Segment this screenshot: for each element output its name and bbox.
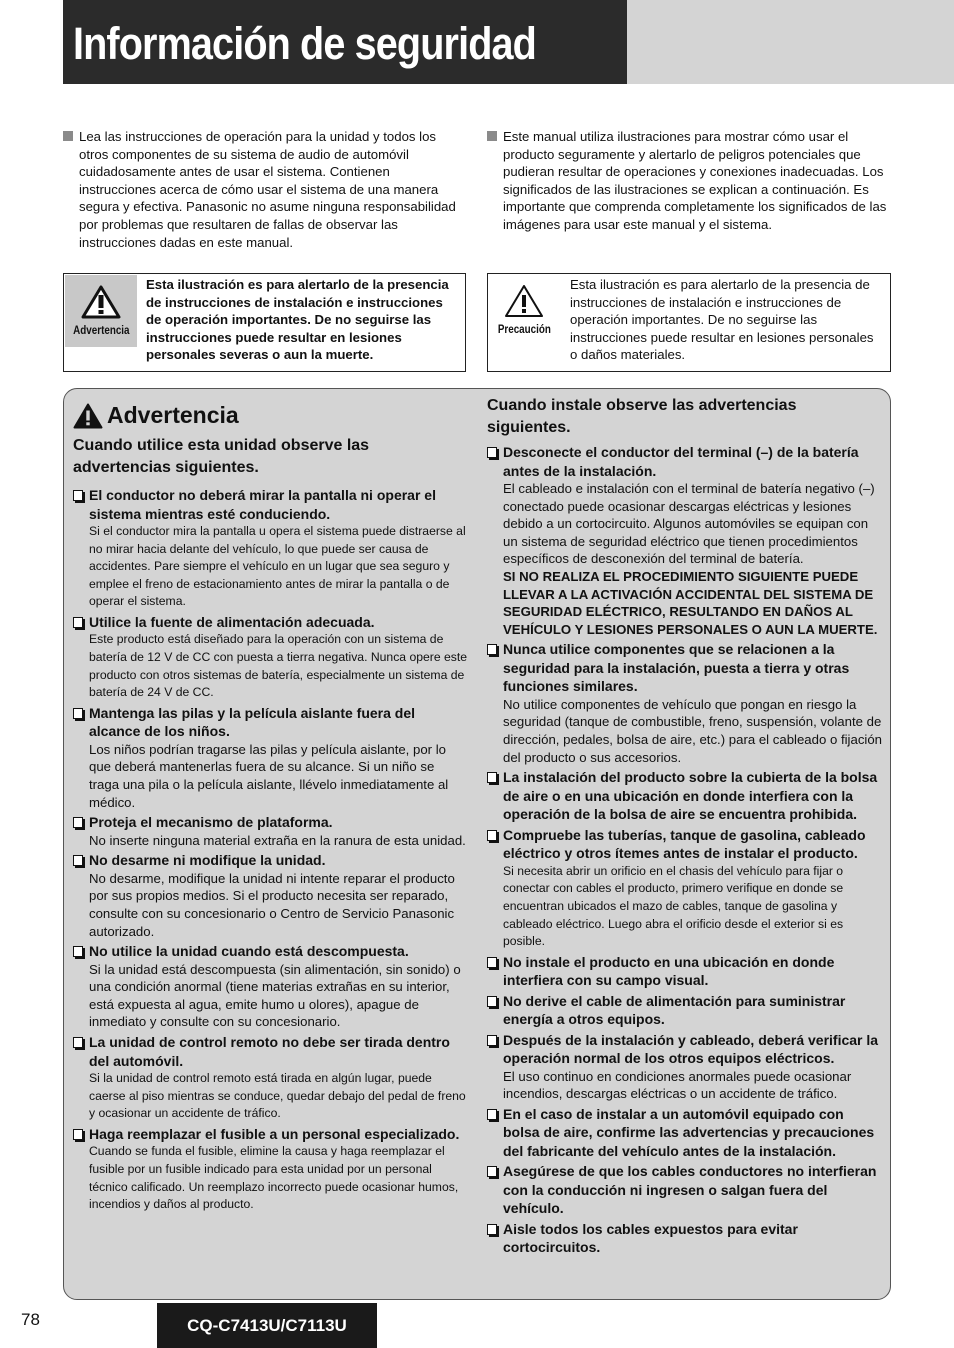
warning-item — [73, 704, 468, 811]
caution-callout-text: Esta ilustración es para alertarlo de la presencia de instrucciones de instalación e instrucciones de operación importantes. De no seguirse las instrucciones puede resultar en lesiones personales o daños materiales. — [570, 277, 874, 363]
warning-item-body: Este producto está diseñado para la operación con un sistema de batería de 12 V de CC con puesta a tierra negativa. Nunca opere este producto con otros sistemas de batería, especialmente un sistema de batería de 24 V de CC. — [89, 632, 468, 700]
checkbox-bullet-icon — [487, 830, 497, 841]
warning-item-heading: Utilice la fuente de alimentación adecuada. — [89, 613, 375, 630]
warning-heading — [73, 401, 468, 431]
usage-subheading: Cuando utilice esta unidad observe las advertencias siguientes. — [73, 437, 370, 476]
caution-callout — [487, 273, 891, 372]
checkbox-bullet-icon — [487, 1166, 497, 1177]
install-warning-list — [487, 443, 883, 1257]
warning-item — [487, 953, 883, 990]
warning-item-heading: Asegúrese de que los cables conductores no interfieran con la conducción ni ingresen o salgan fuera del vehículo. — [503, 1163, 877, 1217]
checkbox-bullet-icon — [487, 447, 497, 458]
model-badge: CQ-C7413U/C7113U — [157, 1303, 377, 1348]
warning-item — [487, 1220, 883, 1257]
warning-heading-text: Advertencia — [107, 402, 239, 429]
warning-item — [73, 851, 468, 940]
warning-item-heading: Mantenga las pilas y la película aislante fuera del alcance de los niños. — [89, 704, 416, 740]
warning-item-caps: SI NO REALIZA EL PROCEDIMIENTO SIGUIENTE PUEDE LLEVAR A LA ACTIVACIÓN ACCIDENTAL DEL SISTEMA DE SEGURIDAD ELÉCTRICO, RESULTANDO EN DAÑOS AL VEHÍCULO Y LESIONES PERSONALES O AUN LA MUERTE. — [503, 568, 878, 637]
warning-item — [487, 826, 883, 951]
warning-item-body: Si necesita abrir un orificio en el chasis del vehículo para fijar o conectar con cables el producto, primero verifique en donde se encuentran ubicados el mazo de cables, tanque de gasolina y cableado eléctrico. Luego abra el orificio desde el exterior si es posible. — [503, 863, 844, 949]
intro-left — [63, 128, 463, 251]
warning-item-body: No inserte ninguna material extraña en la ranura de esta unidad. — [89, 832, 466, 848]
warning-item-heading: No utilice la unidad cuando está descompuesta. — [89, 943, 409, 960]
warning-icon-cell — [65, 275, 137, 347]
warning-item-body: Cuando se funda el fusible, elimine la causa y haga reemplazar el fusible por un fusible indicado para esta unidad por un personal técnico calificado. Un reemplazo incorrecto puede ocasionar humos, incendios y daños al producto. — [89, 1144, 459, 1212]
warning-item-body: Si la unidad de control remoto está tirada en algún lugar, puede caerse al piso mientras se conduce, quedar debajo del pedal de freno y ocasionar un accidente de tráfico. — [89, 1071, 466, 1121]
checkbox-bullet-icon — [73, 1129, 83, 1140]
warning-item-heading: Desconecte el conductor del terminal (–) de la batería antes de la instalación. — [503, 444, 859, 479]
warning-item-heading: No instale el producto en una ubicación en donde interfiera con su campo visual. — [503, 953, 835, 989]
title-bar-filler — [627, 0, 954, 84]
warning-item-heading: La unidad de control remoto no debe ser tirada dentro del automóvil. — [89, 1034, 450, 1069]
page-number: 78 — [21, 1310, 40, 1329]
checkbox-bullet-icon — [487, 957, 497, 968]
warning-item-heading: Aisle todos los cables expuestos para evitar cortocircuitos. — [503, 1220, 798, 1256]
warning-item-body: No desarme, modifique la unidad ni intente reparar el producto por sus propios medios. Si el producto necesita ser reparado, consulte con su concesionario o Centro de Servicio Panasonic autorizado. — [89, 870, 455, 939]
intro-right — [487, 128, 891, 234]
warning-item — [487, 1162, 883, 1218]
warning-item-heading: En el caso de instalar a un automóvil equipado con bolsa de aire, confirme las advertencias y precauciones del fabricante del vehículo antes de la instalación. — [503, 1105, 875, 1159]
warning-item-heading: Haga reemplazar el fusible a un personal especializado. — [89, 1125, 460, 1142]
warning-item-heading: El conductor no deberá mirar la pantalla ni operar el sistema mientras esté conduciendo. — [89, 487, 436, 522]
warning-item — [73, 1033, 468, 1123]
usage-warning-list — [73, 486, 468, 1214]
warning-callout-label: Advertencia — [72, 323, 130, 337]
warning-callout-text: Esta ilustración es para alertarlo de la presencia de instrucciones de instalación e instrucciones de operación importantes. De no seguirse las instrucciones puede resultar en lesiones personales severas o aun la muerte. — [146, 277, 449, 363]
warning-item-heading: Proteja el mecanismo de plataforma. — [89, 814, 333, 831]
warning-item — [487, 1105, 883, 1161]
warning-item-heading: Después de la instalación y cableado, deberá verificar la operación normal de los otros equipos eléctricos. — [503, 1031, 879, 1067]
checkbox-bullet-icon — [487, 644, 497, 655]
warning-item-body: No utilice componentes de vehículo que pongan en riesgo la seguridad (tanque de combustible, freno, suspensión, volante de dirección, pedales, bolsa de aire, etc.) para el cableado o fijación del producto o sus accesorios. — [503, 696, 883, 765]
checkbox-bullet-icon — [73, 617, 83, 628]
warning-item — [73, 613, 468, 702]
checkbox-bullet-icon — [73, 490, 83, 501]
checkbox-bullet-icon — [73, 708, 83, 719]
intro-left-text: Lea las instrucciones de operación para la unidad y todos los otros componentes de su sistema de audio de automóvil cuidadosamente antes de usar el sistema. Contienen instrucciones acerca de cómo usar el sistema de una manera segura y efectiva. Panasonic no asume ninguna responsabilidad por problemas que resultaren de fallas de observar las instrucciones dadas en este manual. — [79, 129, 456, 250]
caution-icon-cell — [488, 274, 560, 346]
warning-item — [487, 443, 883, 638]
intro-right-text: Este manual utiliza ilustraciones para mostrar cómo usar el producto seguramente y alertarlo de peligros potenciales que pudieran resultar de operaciones y conexiones inadecuadas. Los significados de las ilustraciones se explican a continuación. Es importante que comprenda completamente los significados de las imágenes para usar este manual y el sistema. — [503, 129, 887, 232]
warning-item — [73, 813, 468, 849]
checkbox-bullet-icon — [73, 1037, 83, 1048]
warning-right-column — [487, 389, 883, 1257]
warning-item-body: El uso continuo en condiciones anormales puede ocasionar incendios, descargas eléctricas o un accidente de tráfico. — [503, 1068, 852, 1102]
warning-item-body: El cableado e instalación con el terminal de batería negativo (–) conectado puede ocasionar descargas eléctricas y lesiones debido a un cortocircuito. Algunos automóviles se equipan con un sistema de seguridad eléctrico que tienen procedimientos específicos de desconexión del terminal de batería. — [503, 481, 875, 567]
warning-item-heading: No derive el cable de alimentación para suministrar energía a otros equipos. — [503, 992, 846, 1028]
warning-item — [487, 640, 883, 766]
page-title: Información de seguridad — [73, 18, 536, 69]
checkbox-bullet-icon — [73, 855, 83, 866]
square-bullet-icon — [487, 131, 497, 141]
warning-item-body: Si el conductor mira la pantalla u opera el sistema puede distraerse al no mirar hacia delante del vehículo, lo que puede ser causa de accidentes. Pare siempre el vehículo en un lugar que sea seguro y emplee el freno de estacionamiento antes de mirar la pantalla o de operar el sistema. — [89, 524, 466, 609]
warning-item-heading: Compruebe las tuberías, tanque de gasolina, cableado eléctrico y otros ítemes antes de instalar el producto. — [503, 826, 866, 862]
warning-panel — [63, 388, 891, 1300]
install-subheading: Cuando instale observe las advertencias siguientes. — [487, 397, 797, 436]
warning-item-body: Los niños podrían tragarse las pilas y película aislante, por lo que deberá mantenerlas fuera de su alcance. Si un niño se traga una pila o la película aislante, llévelo inmediatamente al médico. — [89, 741, 449, 810]
warning-item — [73, 486, 468, 611]
warning-item — [73, 942, 468, 1031]
title-bar — [63, 0, 627, 84]
checkbox-bullet-icon — [487, 996, 497, 1007]
checkbox-bullet-icon — [73, 946, 83, 957]
checkbox-bullet-icon — [487, 772, 497, 783]
checkbox-bullet-icon — [487, 1109, 497, 1120]
warning-item — [487, 768, 883, 824]
checkbox-bullet-icon — [73, 817, 83, 828]
warning-item-heading: La instalación del producto sobre la cubierta de la bolsa de aire o en una ubicación en donde interfiera con la operación de la bolsa de aire se encuentra prohibida. — [503, 769, 878, 823]
warning-callout — [63, 273, 466, 372]
caution-triangle-icon — [504, 284, 544, 318]
warning-item — [487, 992, 883, 1029]
warning-item — [73, 1125, 468, 1214]
warning-item-heading: No desarme ni modifique la unidad. — [89, 852, 326, 869]
warning-item-heading: Nunca utilice componentes que se relacionen a la seguridad para la instalación, puesta a tierra y otras funciones similares. — [503, 641, 850, 695]
warning-item-body: Si la unidad está descompuesta (sin alimentación, sin sonido) o una condición anormal (tiene materias extrañas en su interior, está expuesta al agua, emite humo u olores), apague de inmediato y consulte con su concesionario. — [89, 961, 461, 1030]
checkbox-bullet-icon — [487, 1224, 497, 1235]
warning-triangle-icon — [73, 403, 103, 429]
checkbox-bullet-icon — [487, 1035, 497, 1046]
warning-triangle-icon — [81, 285, 121, 319]
caution-callout-label: Precaución — [497, 322, 551, 336]
warning-item — [487, 1031, 883, 1103]
warning-left-column — [73, 389, 468, 1214]
square-bullet-icon — [63, 131, 73, 141]
